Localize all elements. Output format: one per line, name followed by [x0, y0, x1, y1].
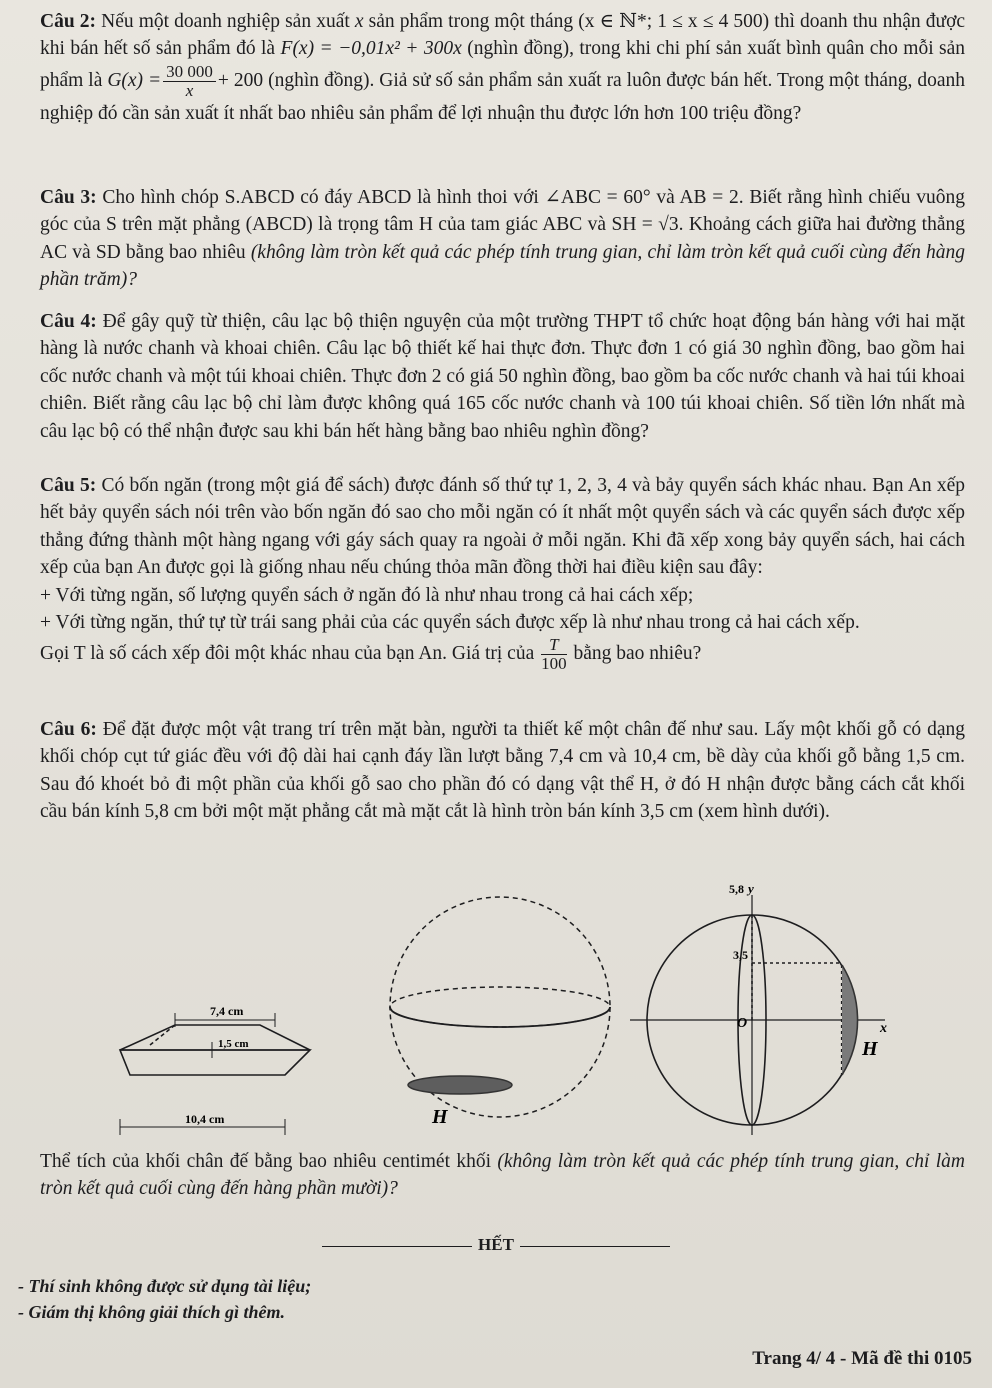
- section-radius-label: 3,5: [733, 948, 748, 962]
- thickness-label: 1,5 cm: [218, 1038, 249, 1050]
- question-6-ask: [40, 1148, 965, 1203]
- radius-label: 5,8: [729, 882, 744, 896]
- exam-note-1: - Thí sinh không được sử dụng tài liệu;: [18, 1276, 312, 1296]
- cross-section-figure: [630, 895, 885, 1135]
- question-label: Câu 2:: [40, 11, 97, 32]
- end-marker: HẾT: [0, 1235, 992, 1255]
- question-5: [40, 472, 965, 673]
- question-text: Thể tích của khối chân đế bằng bao nhiêu centimét khối: [40, 1151, 491, 1172]
- x-label: x: [880, 1021, 887, 1036]
- question-2: [40, 8, 965, 127]
- fraction: $\frac{T}{100}$: [541, 635, 567, 674]
- question-text: Nếu một doanh nghiệp sản xuất: [101, 11, 350, 32]
- question-text: Cho hình chóp S.ABCD có đáy ABCD là hình thoi với ∠ABC = 60° và AB = 2. Biết rằng hình chiếu vuông góc của S trên mặt phẳng (ABCD) là trọng tâm H của tam giác ABC và SH = √3. Khoảng cách giữa hai đường thẳng AC và SD bằng bao nhiêu: [40, 187, 966, 263]
- cap-region: [842, 965, 858, 1075]
- question-text: thì doanh thu nhận được khi bán hết số sản phẩm đó là: [40, 11, 966, 60]
- frustum-front: [120, 1050, 310, 1075]
- fraction: $\frac{30 000}{x}$: [163, 63, 216, 100]
- question-text: (nghìn đồng), trong khi chi phí sản xuất bình quân cho mỗi sản phẩm là: [40, 38, 966, 91]
- origin-label: O: [737, 1016, 748, 1031]
- divider: [322, 1246, 472, 1247]
- cross-section-H-label: H: [862, 1038, 878, 1060]
- sphere-equator-front: [390, 1007, 610, 1027]
- cost-formula-rest: + 200: [217, 69, 264, 91]
- question-text: Có bốn ngăn (trong một giá để sách) được đánh số thứ tự 1, 2, 3, 4 và bảy quyển sách khác nhau. Bạn An xếp hết bảy quyển sách nói trên vào bốn ngăn đó sao cho mỗi ngăn có ít nhất một quyển sách và các quyển sách được xếp thẳng đứng thành một hàng ngang với gáy sách quay ra ngoài ở mỗi ngăn. Khi đã xếp xong bảy quyển sách, hai cách xếp của bạn An được gọi là giống nhau nếu chúng thỏa mãn đồng thời hai điều kiện sau đây:: [40, 475, 965, 579]
- question-6: [40, 716, 965, 826]
- question-4: [40, 308, 965, 445]
- figures: [0, 881, 992, 1140]
- question-label: Câu 4:: [40, 311, 97, 332]
- cap-H: [408, 1076, 512, 1094]
- bottom-edge-label: 10,4 cm: [185, 1112, 225, 1126]
- condition-1: + Với từng ngăn, số lượng quyển sách ở ngăn đó là như nhau trong cả hai cách xếp;: [40, 584, 694, 606]
- cost-formula: G(x) =: [107, 69, 162, 91]
- domain-condition: (x ∈ ℕ*; 1 ≤ x ≤ 4 500): [578, 11, 770, 32]
- sphere-figure: [390, 897, 610, 1117]
- page-footer: Trang 4/ 4 - Mã đề thi 0105: [752, 1348, 972, 1369]
- question-text: sản phẩm trong một tháng: [368, 11, 574, 32]
- question-label: Câu 5:: [40, 475, 97, 496]
- figures-svg: [0, 881, 992, 1140]
- question-text: (nghìn đồng). Giả sử số sản phẩm sản xuất ra luôn được bán hết. Trong một tháng, doanh nghiệp đó cần sản xuất ít nhất bao nhiêu sản phẩm để lợi nhuận thu được lớn hơn 100 triệu đồng?: [40, 69, 966, 124]
- question-label: Câu 3:: [40, 187, 97, 208]
- rounding-note: (không làm tròn kết quả các phép tính trung gian, chỉ làm tròn kết quả cuối cùng đến hàng phần mười)?: [40, 1151, 966, 1200]
- revenue-formula: F(x) = −0,01x² + 300x: [280, 38, 462, 60]
- question-text: Để gây quỹ từ thiện, câu lạc bộ thiện nguyện của một trường THPT tổ chức hoạt động bán hàng với hai mặt hàng là nước chanh và khoai chiên. Câu lạc bộ thiết kế hai thực đơn. Thực đơn 1 có giá 30 nghìn đồng, bao gồm hai cốc nước chanh và một túi khoai chiên. Thực đơn 2 có giá 50 nghìn đồng, bao gồm ba cốc nước chanh và hai túi khoai chiên. Biết rằng câu lạc bộ chỉ làm được không quá 165 cốc nước chanh và 100 túi khoai chiên. Số tiền lớn nhất mà câu lạc bộ có thể nhận được sau khi bán hết hàng bằng bao nhiêu nghìn đồng?: [40, 311, 966, 442]
- cap-label: H: [432, 1106, 448, 1128]
- exam-note-2: - Giám thị không giải thích gì thêm.: [18, 1302, 286, 1322]
- condition-2: + Với từng ngăn, thứ tự từ trái sang phải của các quyển sách được xếp là như nhau trong cả hai cách xếp.: [40, 612, 860, 634]
- divider: [520, 1246, 670, 1247]
- frustum-top: [120, 1025, 310, 1050]
- question-3: [40, 184, 965, 294]
- question-5-final: Gọi T là số cách xếp đôi một khác nhau của bạn An. Giá trị của $\frac{T}{100}$ bằng bao nhiêu?: [40, 635, 702, 674]
- y-label: y: [748, 881, 754, 896]
- variable: x: [354, 11, 364, 32]
- rounding-note: (không làm tròn kết quả các phép tính trung gian, chỉ làm tròn kết quả cuối cùng đến hàng phần trăm)?: [40, 241, 965, 291]
- question-text: Để đặt được một vật trang trí trên mặt bàn, người ta thiết kế một chân đế như sau. Lấy một khối gỗ có dạng khối chóp cụt tứ giác đều với độ dài hai cạnh đáy lần lượt bằng 7,4 cm và 10,4 cm, bề dày của khối gỗ bằng 1,5 cm. Sau đó khoét bỏ đi một phần của khối gỗ sao cho phần đó có dạng vật thể H, ở đó H nhận được bằng cách cắt khối cầu bán kính 5,8 cm bởi một mặt phẳng cắt mà mặt cắt là hình tròn bán kính 3,5 cm (xem hình dưới).: [40, 719, 965, 823]
- top-edge-label: 7,4 cm: [210, 1004, 244, 1018]
- question-label: Câu 6:: [40, 719, 97, 740]
